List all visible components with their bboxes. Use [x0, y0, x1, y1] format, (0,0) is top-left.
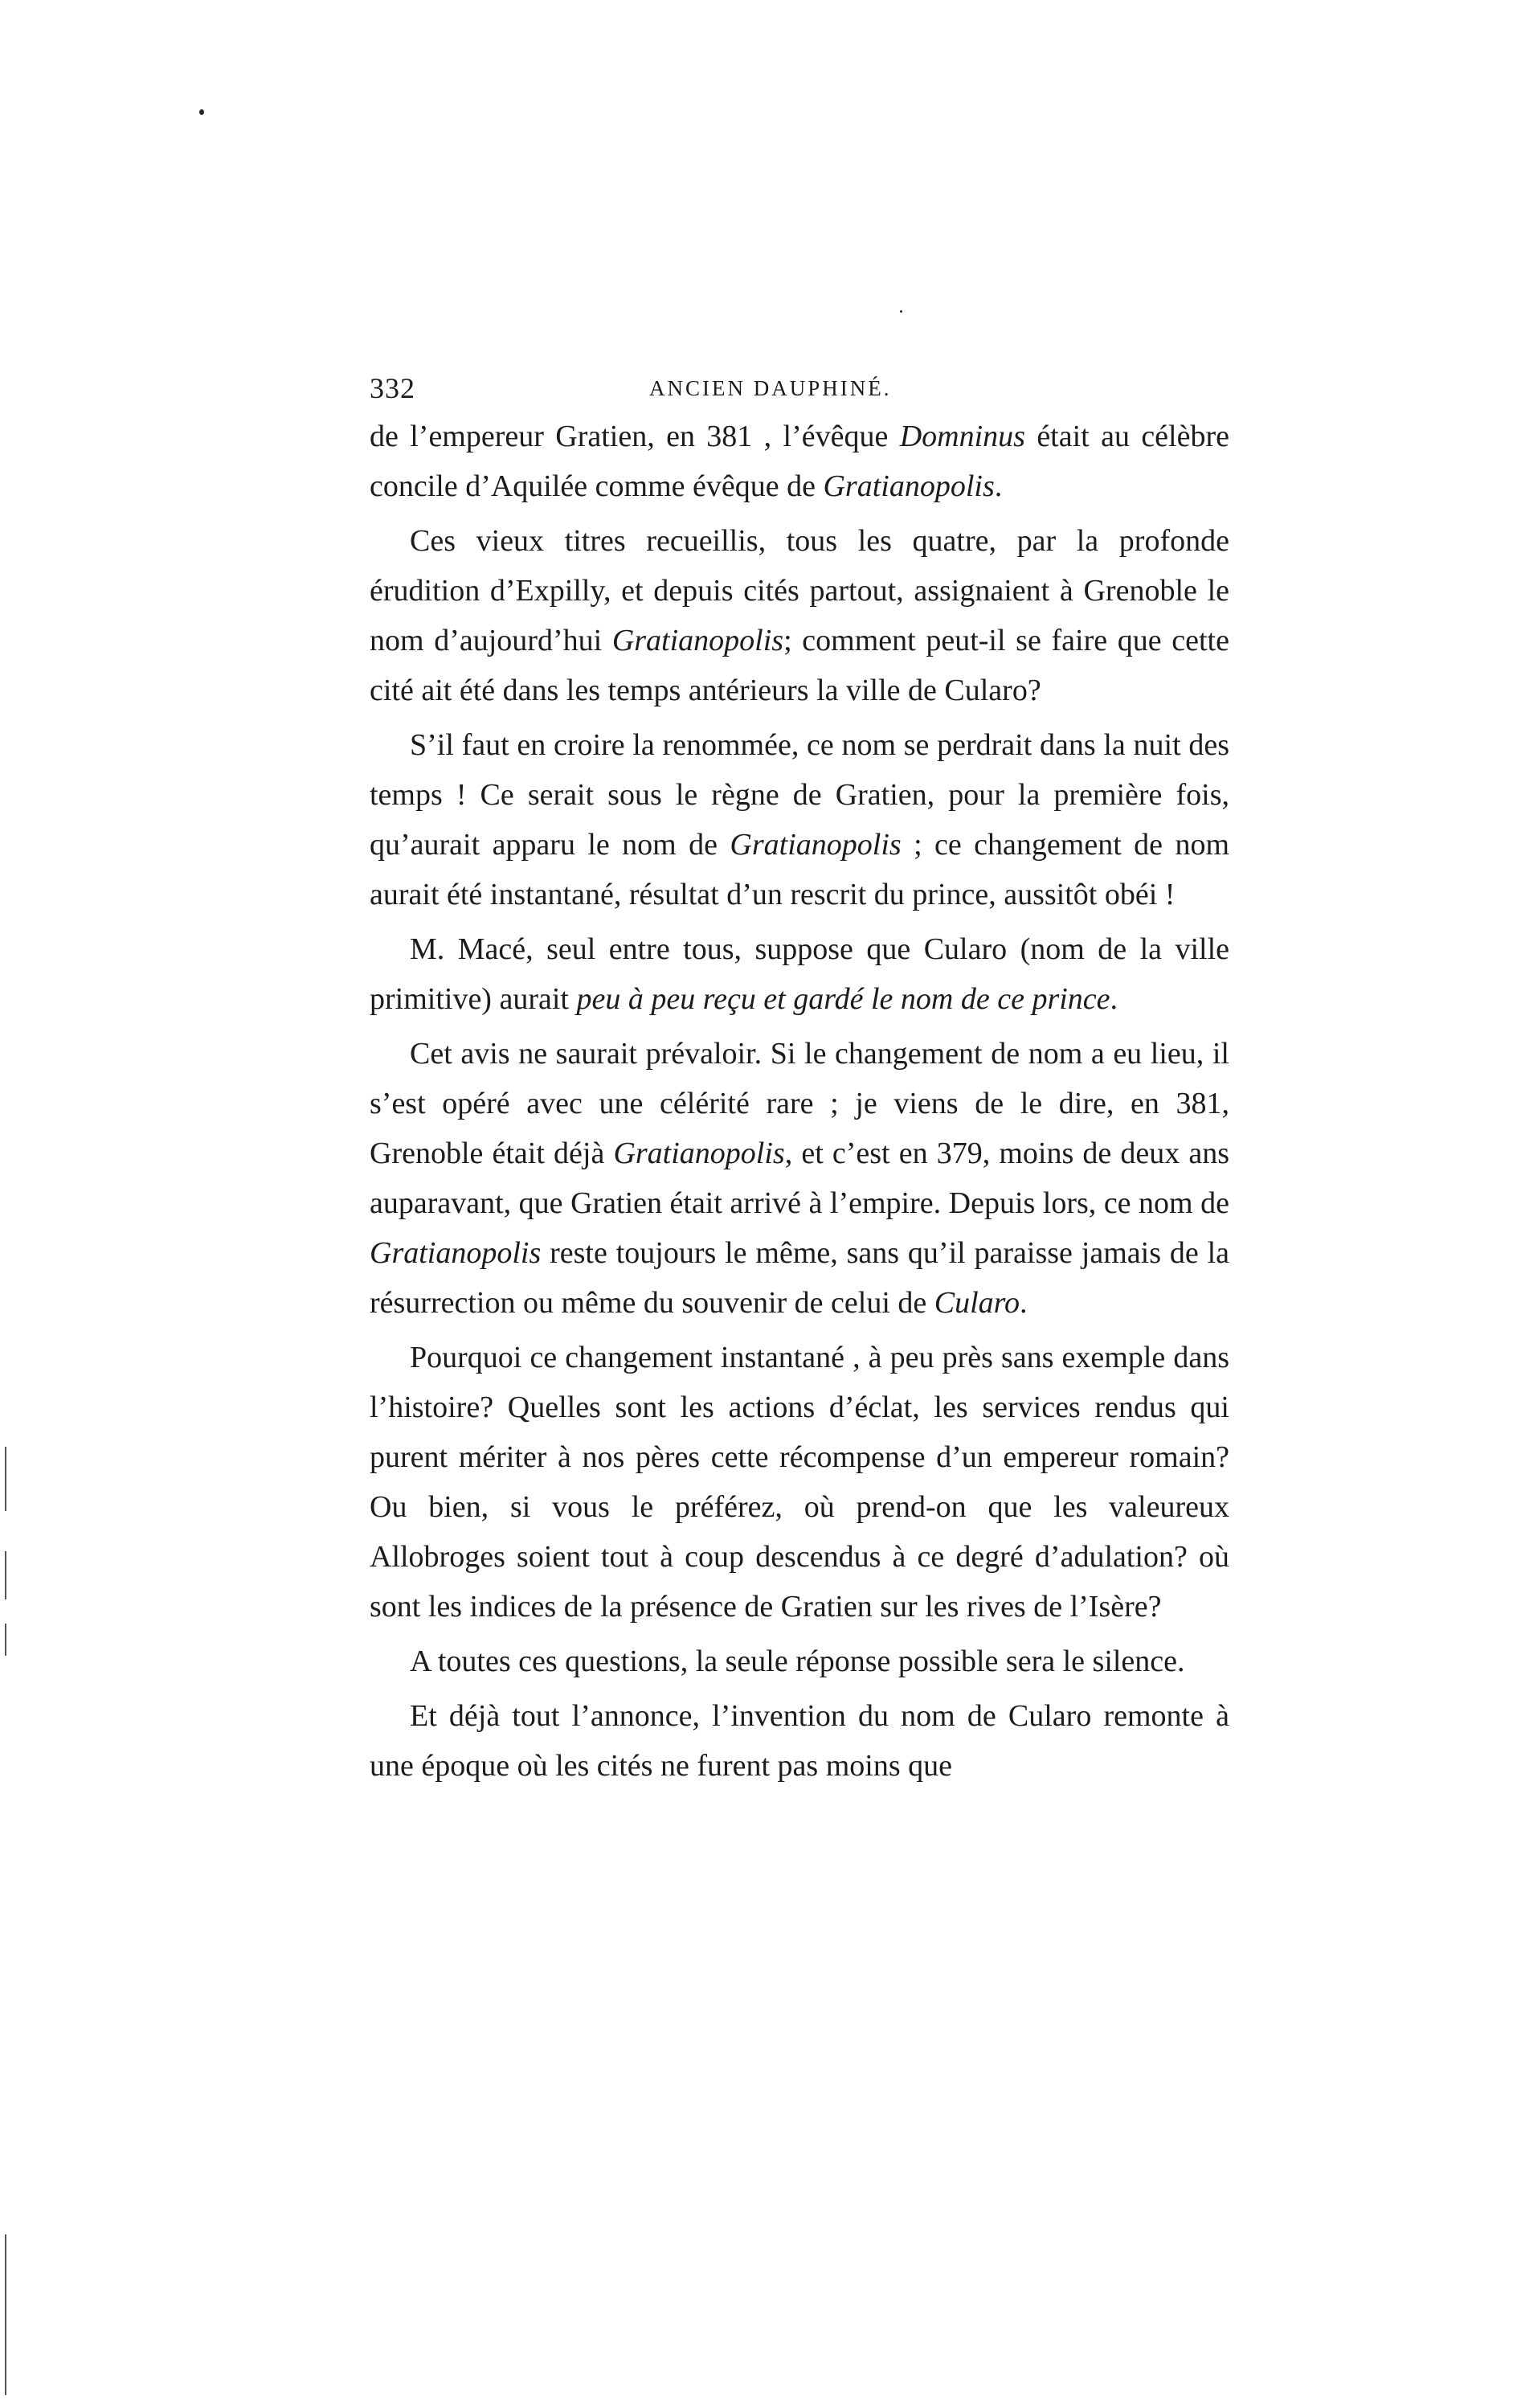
edge-mark	[5, 1551, 6, 1599]
italic-text: Gratianopolis	[370, 1236, 542, 1270]
paragraph	[370, 1333, 1229, 1632]
edge-mark	[5, 1447, 6, 1511]
edge-mark	[5, 1624, 6, 1656]
text-run: Ces vieux titres recueillis, tous les quatre, par la profonde érudition d’Expilly, et depuis cités partout, assignaient à Grenoble le nom d’aujourd’hui	[370, 524, 1229, 657]
text-run: .	[994, 469, 1003, 503]
text-run: reste toujours le même, sans qu’il paraisse jamais de la résurrection ou même du souvenir de celui de	[370, 1236, 1229, 1320]
page-header	[370, 371, 1229, 412]
paragraph	[370, 516, 1229, 715]
italic-text: Cularo	[934, 1286, 1020, 1320]
text-run: , et c’est en 379, moins de deux ans auparavant, que Gratien était arrivé à l’empire. Depuis lors, ce nom de	[370, 1136, 1229, 1220]
margin-speck	[900, 310, 902, 313]
text-run: .	[1020, 1286, 1028, 1320]
italic-text: Gratianopolis	[613, 1136, 785, 1170]
margin-speck	[199, 109, 204, 115]
paragraph	[370, 1691, 1229, 1791]
page-number: 332	[370, 372, 415, 404]
paragraph	[370, 1029, 1229, 1328]
text-run: .	[1110, 982, 1118, 1016]
italic-text: Gratianopolis	[611, 624, 784, 657]
paragraph	[370, 924, 1229, 1024]
italic-text: Gratianopolis	[823, 469, 995, 503]
paragraph	[370, 412, 1229, 511]
text-run: ; comment peut-il se faire que cette cité ait été dans les temps antérieurs la ville de Cularo?	[370, 624, 1229, 707]
edge-mark	[5, 2234, 6, 2395]
italic-text: Domninus	[899, 420, 1025, 453]
text-run: Pourquoi ce changement instantané , à peu près sans exemple dans l’histoire? Quelles sont les actions d’éclat, les services rendus qui purent mériter à nos pères cette récompense d’un empereur romain? Ou bien, si vous le préférez, où prend-on que les valeureux Allobroges soient tout à coup descendus à ce degré d’adulation? où sont les indices de la présence de Gratien sur les rives de l’Isère?	[370, 1341, 1229, 1624]
text-run: Et déjà tout l’annonce, l’invention du nom de Cularo remonte à une époque où les cités ne furent pas moins que	[370, 1699, 1229, 1783]
text-run: A toutes ces questions, la seule réponse possible sera le silence.	[410, 1644, 1185, 1678]
italic-text: Gratianopolis	[730, 828, 902, 862]
paragraph	[370, 720, 1229, 919]
text-run: ; ce changement de nom aurait été instantané, résultat d’un rescrit du prince, aussitôt obéi !	[370, 828, 1229, 911]
body-text	[370, 412, 1229, 1791]
running-head: ANCIEN DAUPHINÉ.	[649, 376, 892, 400]
text-run: S’il faut en croire la renommée, ce nom se perdrait dans la nuit des temps ! Ce serait sous le règne de Gratien, pour la première fois, qu’aurait apparu le nom de	[370, 728, 1229, 862]
text-run: M. Macé, seul entre tous, suppose que Cularo (nom de la ville primitive) aurait	[370, 932, 1229, 1016]
text-run: était au célèbre concile d’Aquilée comme évêque de	[370, 420, 1229, 503]
text-run: de l’empereur Gratien, en 381 , l’évêque	[370, 420, 900, 453]
text-run: Cet avis ne saurait prévaloir. Si le changement de nom a eu lieu, il s’est opéré avec une célérité rare ; je viens de le dire, en 381, Grenoble était déjà	[370, 1037, 1229, 1170]
italic-text: peu à peu reçu et gardé le nom de ce prince	[576, 982, 1110, 1016]
paragraph	[370, 1636, 1229, 1686]
